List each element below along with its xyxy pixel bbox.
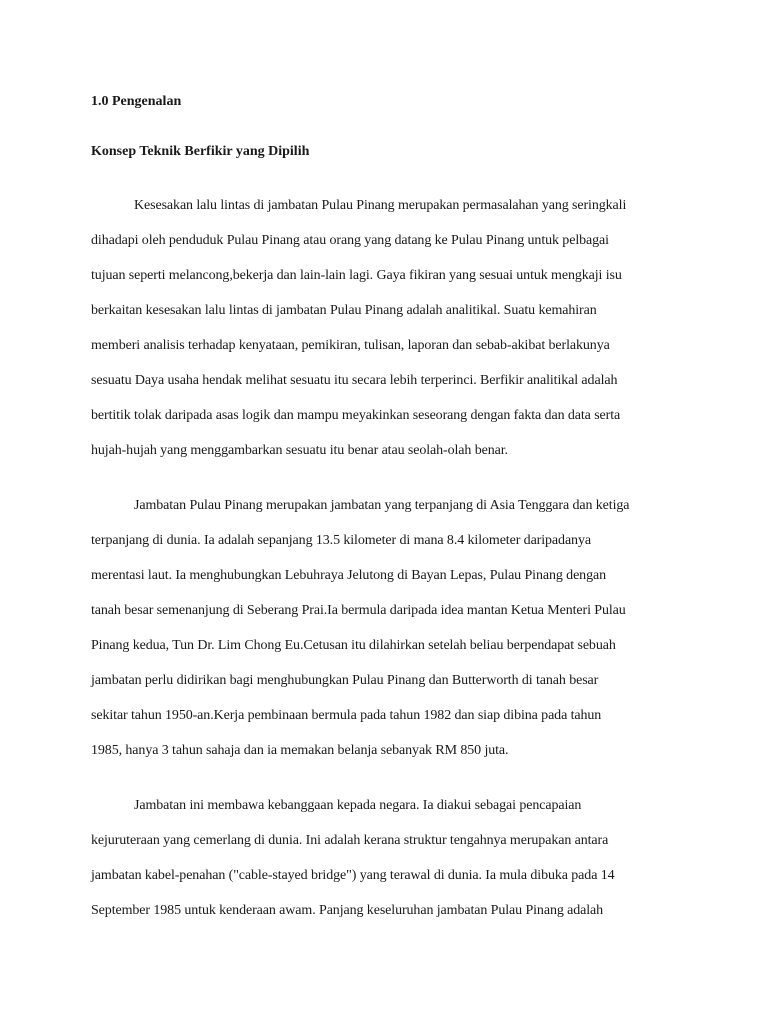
paragraph — [91, 188, 691, 468]
paragraph-line: September 1985 untuk kenderaan awam. Panjang keseluruhan jambatan Pulau Pinang adalah — [91, 903, 604, 918]
paragraph — [91, 788, 691, 928]
paragraph-line: sesuatu Daya usaha hendak melihat sesuatu itu secara lebih terperinci. Berfikir analitikal adalah — [91, 373, 618, 388]
paragraph-line: jambatan kabel-penahan ("cable-stayed bridge") yang terawal di dunia. Ia mula dibuka pada 14 — [91, 868, 615, 883]
paragraph-line: memberi analisis terhadap kenyataan, pemikiran, tulisan, laporan dan sebab-akibat berlakunya — [91, 338, 610, 353]
paragraph-line: Kesesakan lalu lintas di jambatan Pulau Pinang merupakan permasalahan yang seringkali — [134, 198, 627, 213]
paragraph-line: merentasi laut. Ia menghubungkan Lebuhraya Jelutong di Bayan Lepas, Pulau Pinang dengan — [91, 568, 606, 583]
paragraph-container — [91, 188, 691, 928]
paragraph — [91, 488, 691, 768]
paragraph-line: berkaitan kesesakan lalu lintas di jambatan Pulau Pinang adalah analitikal. Suatu kemahiran — [91, 303, 597, 318]
paragraph-line: terpanjang di dunia. Ia adalah sepanjang 13.5 kilometer di mana 8.4 kilometer daripadanya — [91, 533, 591, 548]
sub-heading: Konsep Teknik Berfikir yang Dipilih — [91, 144, 310, 159]
paragraph-line: dihadapi oleh penduduk Pulau Pinang atau orang yang datang ke Pulau Pinang untuk pelbagai — [91, 233, 609, 248]
paragraph-line: jambatan perlu didirikan bagi menghubungkan Pulau Pinang dan Butterworth di tanah besar — [91, 673, 599, 688]
paragraph-line: Jambatan Pulau Pinang merupakan jambatan yang terpanjang di Asia Tenggara dan ketiga — [134, 498, 630, 513]
paragraph-line: hujah-hujah yang menggambarkan sesuatu itu benar atau seolah-olah benar. — [91, 443, 508, 458]
paragraph-line: Pinang kedua, Tun Dr. Lim Chong Eu.Cetusan itu dilahirkan setelah beliau berpendapat sebuah — [91, 638, 616, 653]
section-heading: 1.0 Pengenalan — [91, 94, 182, 109]
paragraph-line: kejuruteraan yang cemerlang di dunia. Ini adalah kerana struktur tengahnya merupakan antara — [91, 833, 609, 848]
document-body — [91, 92, 691, 948]
paragraph-line: bertitik tolak daripada asas logik dan mampu meyakinkan seseorang dengan fakta dan data serta — [91, 408, 621, 423]
paragraph-line: tanah besar semenanjung di Seberang Prai.Ia bermula daripada idea mantan Ketua Menteri Pulau — [91, 603, 626, 618]
paragraph-line: sekitar tahun 1950-an.Kerja pembinaan bermula pada tahun 1982 dan siap dibina pada tahun — [91, 708, 602, 723]
paragraph-line: tujuan seperti melancong,bekerja dan lain-lain lagi. Gaya fikiran yang sesuai untuk mengkaji isu — [91, 268, 622, 283]
paragraph-line: 1985, hanya 3 tahun sahaja dan ia memakan belanja sebanyak RM 850 juta. — [91, 743, 509, 758]
paragraph-line: Jambatan ini membawa kebanggaan kepada negara. Ia diakui sebagai pencapaian — [134, 798, 582, 813]
